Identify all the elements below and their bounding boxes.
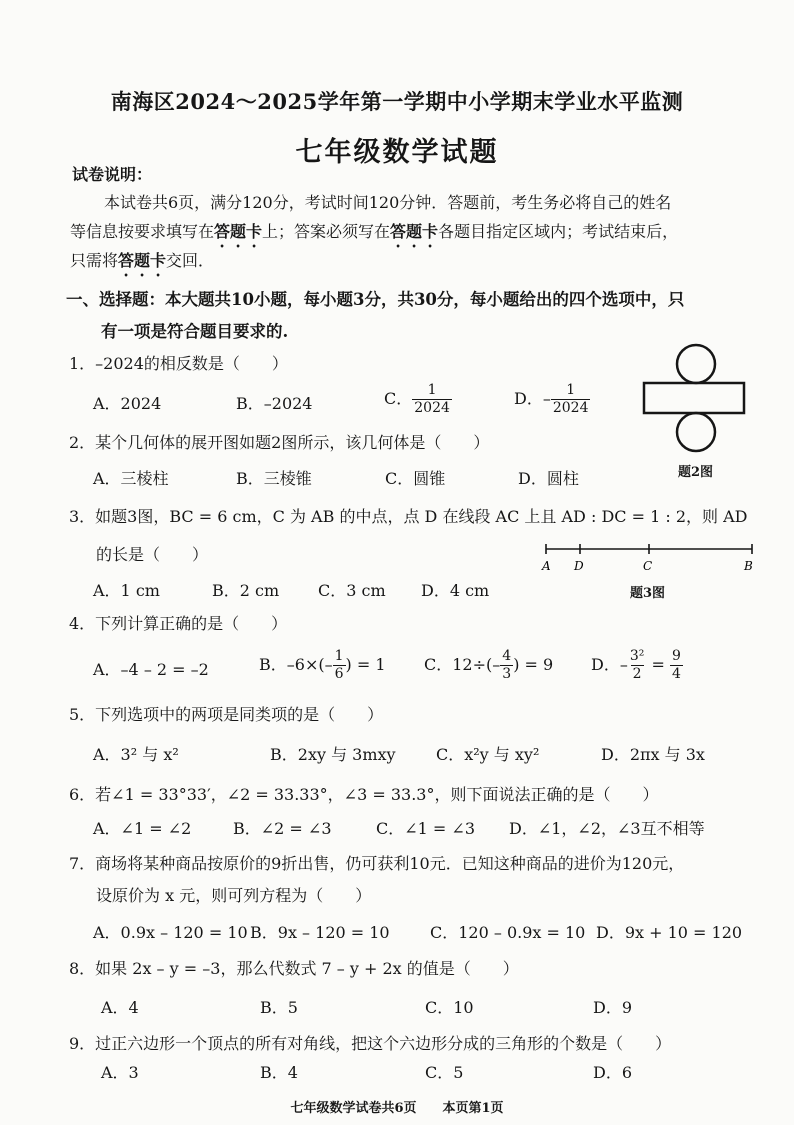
q2-option-b: B．三棱锥 [236,469,312,488]
q2-stem: 2．某个几何体的展开图如题2图所示，该几何体是（ ） [69,433,490,452]
figure-3-segment [540,540,760,574]
q7-option-d: D．9x + 10 = 120 [596,923,743,942]
q6-stem: 6．若∠1 = 33°33′，∠2 = 33.33°，∠3 = 33.3°，则下面说法正确的是（ ） [69,785,659,804]
q8-stem: 8．如果 2x – y = –3，那么代数式 7 – y + 2x 的值是（ ） [69,959,519,978]
q2-option-c: C．圆锥 [385,469,446,488]
q3-option-b: B．2 cm [212,581,280,600]
answer-card-2: 答题卡 [390,222,439,241]
q7-stem-line2: 设原价为 x 元，则可列方程为（ ） [96,886,372,905]
q1-option-a: A．2024 [93,394,162,413]
q7-option-a: A．0.9x – 120 = 10 [93,923,248,942]
section-heading-line2: 有一项是符合题目要求的. [101,322,289,341]
q6-option-a: A．∠1 = ∠2 [93,819,192,838]
q1-stem: 1．–2024的相反数是（ ） [69,354,288,373]
q4-d-fraction-2: $\frac{9}{4}$ [671,648,681,682]
q4-b-fraction: $\frac{1}{6}$ [334,648,344,682]
point-b-label: B [744,559,753,573]
q4-stem: 4．下列计算正确的是（ ） [69,614,288,633]
net-top-circle [677,345,715,383]
q9-option-c: C．5 [425,1063,464,1082]
instructions-label: 试卷说明： [72,165,153,184]
q7-option-c: C．120 – 0.9x = 10 [430,923,586,942]
answer-card-3: 答题卡 [118,251,167,270]
q4-option-b: B．–6×(– $\frac{1}{6}$ ) = 1 [259,648,386,682]
instructions-line1: 本试卷共6页，满分120分，考试时间120分钟．答题前，考生务必将自己的姓名 [104,193,672,212]
q4-option-a: A．–4 – 2 = –2 [93,660,209,679]
q5-option-c: C．x²y 与 xy² [436,745,540,764]
q6-option-c: C．∠1 = ∠3 [376,819,475,838]
exam-title: 七年级数学试题 [295,137,499,168]
q3-option-a: A．1 cm [93,581,160,600]
point-d-label: D [574,559,584,573]
q1-c-fraction: $\frac{1}{2024}$ [414,382,450,416]
q1-option-d: D．– $\frac{1}{2024}$ [514,382,589,416]
instructions-line3: 只需将答题卡交回． [70,251,215,270]
figure-2-cylinder-net [640,343,748,455]
q3-option-c: C．3 cm [318,581,386,600]
q5-stem: 5．下列选项中的两项是同类项的是（ ） [69,705,384,724]
q4-d-fraction-1: $\frac{\text{3²}}{2}$ [629,648,645,682]
answer-card-1: 答题卡 [214,222,263,241]
q8-option-c: C．10 [425,998,474,1017]
q6-option-d: D．∠1，∠2，∠3互不相等 [509,819,705,838]
q4-option-c: C．12÷(– $\frac{4}{3}$ ) = 9 [424,648,554,682]
point-a-label: A [542,559,551,573]
q4-option-d: D．– $\frac{\text{3²}}{2}$ = $\frac{9}{4}$ [591,648,681,682]
q8-option-b: B．5 [260,998,298,1017]
q3-stem-line2: 的长是（ ） [96,545,209,564]
net-bottom-circle [677,413,715,451]
q8-option-a: A．4 [101,998,139,1017]
instructions-line2: 等信息按要求填写在答题卡上；答案必须写在答题卡各题目指定区域内；考试结束后， [70,222,679,241]
page-footer: 七年级数学试卷共6页 本页第1页 [290,1101,504,1116]
q6-option-b: B．∠2 = ∠3 [233,819,332,838]
point-c-label: C [643,559,653,573]
q7-option-b: B．9x – 120 = 10 [250,923,390,942]
q1-d-fraction: $\frac{1}{2024}$ [552,382,589,416]
q8-option-d: D．9 [593,998,633,1017]
q9-option-a: A．3 [101,1063,139,1082]
q1-option-b: B．–2024 [236,394,313,413]
q4-c-fraction: $\frac{4}{3}$ [502,648,512,682]
q3-option-d: D．4 cm [421,581,490,600]
net-rectangle [644,383,744,413]
q9-option-d: D．6 [593,1063,633,1082]
q2-option-d: D．圆柱 [518,469,579,488]
q3-stem-line1: 3．如题3图，BC = 6 cm，C 为 AB 的中点，点 D 在线段 AC 上且 AD : DC = 1 : 2，则 AD [69,507,748,526]
q1-option-c: C． $\frac{1}{2024}$ [384,382,450,416]
q5-option-d: D．2πx 与 3x [601,745,705,764]
q5-option-b: B．2xy 与 3mxy [270,745,396,764]
q9-stem: 9．过正六边形一个顶点的所有对角线，把这个六边形分成的三角形的个数是（ ） [69,1034,672,1053]
q5-option-a: A．3² 与 x² [93,745,179,764]
exam-header: 南海区2024～2025学年第一学期中小学期末学业水平监测 [110,89,684,114]
q7-stem-line1: 7．商场将某种商品按原价的9折出售，仍可获利10元．已知这种商品的进价为120元， [69,854,685,873]
section-heading-line1: 一、选择题：本大题共10小题，每小题3分，共30分，每小题给出的四个选项中，只 [66,290,685,309]
q2-option-a: A．三棱柱 [93,469,169,488]
figure-3-label: 题3图 [630,586,666,601]
figure-2-label: 题2图 [678,465,714,480]
q9-option-b: B．4 [260,1063,298,1082]
